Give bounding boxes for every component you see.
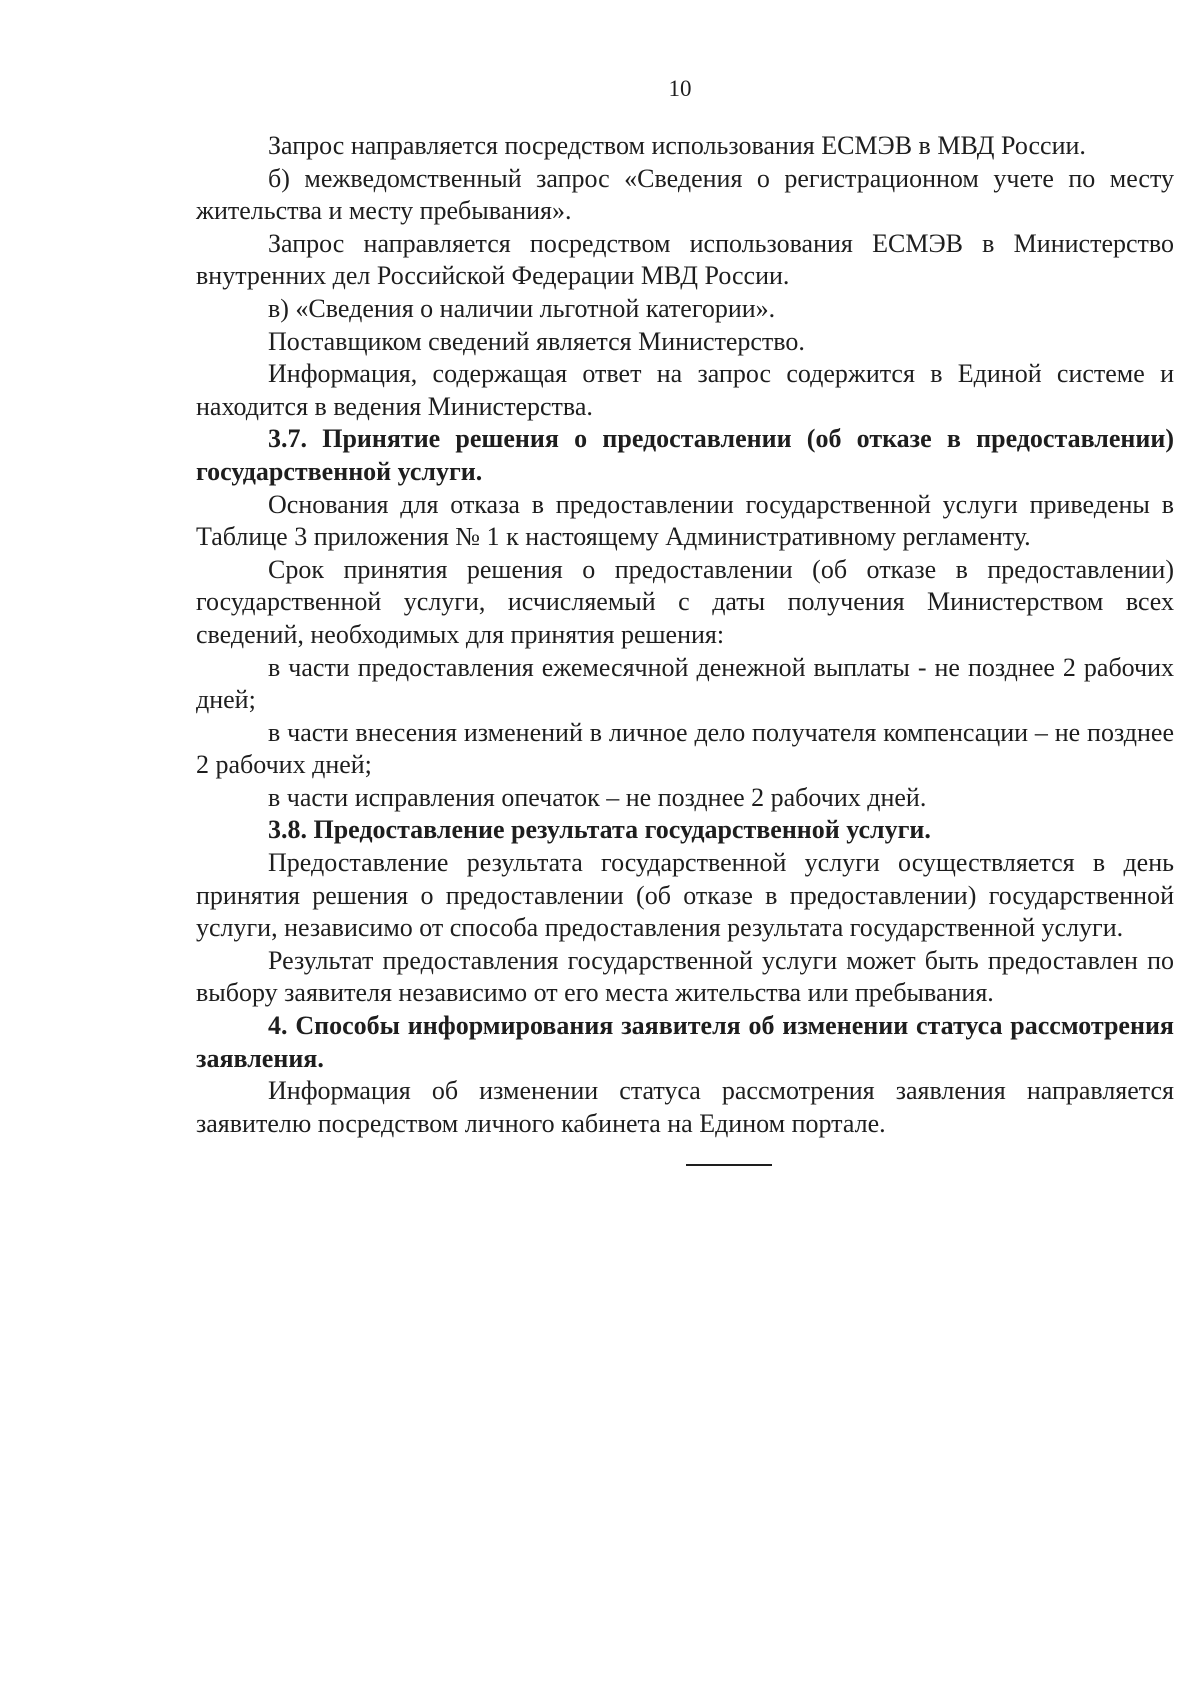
document-body [196, 130, 1174, 1166]
paragraph-data-provider: Поставщиком сведений является Министерство. [268, 326, 805, 356]
paragraph-result-choice: Результат предоставления государственной услуги может быть предоставлен по выбору заявителя независимо от его места жительства или пребывания. [196, 945, 1174, 1008]
end-divider [686, 1164, 772, 1166]
paragraph-monthly-payment: в части предоставления ежемесячной денежной выплаты - не позднее 2 рабочих дней; [196, 652, 1174, 715]
paragraph-privilege-category: в) «Сведения о наличии льготной категории». [268, 293, 776, 323]
paragraph-request-ministry: Запрос направляется посредством использования ЕСМЭВ в Министерство внутренних дел Российской Федерации МВД России. [196, 228, 1174, 291]
paragraph-status-info: Информация об изменении статуса рассмотрения заявления направляется заявителю посредством личного кабинета на Едином портале. [196, 1076, 1174, 1138]
paragraph-response-info: Информация, содержащая ответ на запрос содержится в Единой системе и находится в ведения Министерства. [196, 359, 1174, 421]
section-heading-4: 4. Способы информирования заявителя об изменении статуса рассмотрения заявления. [196, 1011, 1174, 1073]
paragraph-decision-term: Срок принятия решения о предоставлении (об отказе в предоставлении) государственной услуги, исчисляемый с даты получения Министерством всех сведений, необходимых для принятия решения: [196, 554, 1174, 649]
paragraph-request-mvd: Запрос направляется посредством использования ЕСМЭВ в МВД России. [268, 131, 1086, 160]
section-heading-3-8: 3.8. Предоставление результата государственной услуги. [268, 815, 931, 845]
paragraph-personal-file-changes: в части внесения изменений в личное дело получателя компенсации – не позднее 2 рабочих дней; [196, 717, 1174, 780]
paragraph-result-provision: Предоставление результата государственной услуги осуществляется в день принятия решения о предоставлении (об отказе в предоставлении) государственной услуги, независимо от способа предоставления результата государственной услуги. [196, 848, 1174, 943]
page-number: 10 [668, 76, 692, 101]
paragraph-refusal-grounds: Основания для отказа в предоставлении государственной услуги приведены в Таблице 3 приложения № 1 к настоящему Административному регламенту. [196, 489, 1174, 552]
paragraph-typo-correction: в части исправления опечаток – не позднее 2 рабочих дней. [268, 782, 927, 812]
section-heading-3-7: 3.7. Принятие решения о предоставлении (об отказе в предоставлении) государственной услуги. [196, 424, 1174, 486]
paragraph-interagency-request: б) межведомственный запрос «Сведения о регистрационном учете по месту жительства и месту пребывания». [196, 163, 1174, 226]
